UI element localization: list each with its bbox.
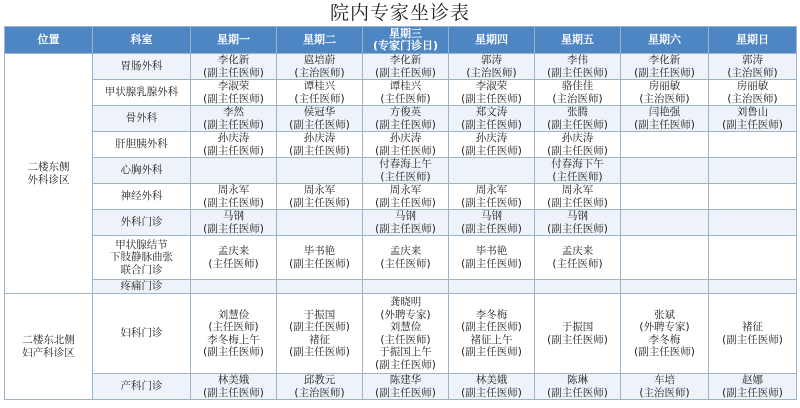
doctor-name: 陈建华 — [389, 374, 422, 386]
doctor-title: (副主任医师) — [203, 118, 264, 131]
schedule-cell — [449, 106, 535, 132]
schedule-cell — [535, 106, 621, 132]
schedule-cell — [621, 210, 709, 236]
doctor-title: (副主任医师) — [375, 144, 436, 157]
schedule-cell — [277, 54, 363, 80]
doctor-name: 周永军 — [475, 184, 508, 196]
department-label: 疼痛门诊 — [120, 280, 163, 293]
schedule-cell — [621, 236, 709, 280]
doctor-title: (副主任医师) — [461, 346, 522, 358]
doctor-title: (副主任医师) — [203, 386, 264, 399]
schedule-cell — [535, 210, 621, 236]
doctor-name: 孟庆来 — [217, 245, 250, 257]
table-row — [5, 280, 797, 294]
doctor-name: 孙庆涛 — [217, 132, 250, 144]
schedule-cell — [277, 132, 363, 158]
schedule-cell — [191, 374, 277, 400]
doctor-name: 房丽敏 — [648, 80, 681, 92]
doctor-name: 李淑荣 — [475, 80, 508, 92]
schedule-cell — [191, 54, 277, 80]
doctor-name: 骆佳佳 — [561, 80, 594, 92]
doctor-title: (主治医师) — [552, 92, 603, 105]
schedule-cell — [449, 54, 535, 80]
department-cell — [93, 210, 191, 236]
doctor-title: (副主任医师) — [203, 346, 264, 358]
doctor-name: 孙庆涛 — [389, 132, 422, 144]
department-label: 甲状腺乳腺外科 — [104, 86, 179, 99]
doctor-name: 刘鲁山 — [736, 106, 769, 118]
schedule-cell — [277, 158, 363, 184]
department-label: 联合门诊 — [120, 263, 163, 276]
doctor-title: (副主任医师) — [461, 92, 522, 105]
schedule-cell — [709, 54, 797, 80]
table-row — [5, 294, 797, 374]
doctor-title: (副主任医师) — [289, 144, 350, 157]
schedule-cell — [621, 374, 709, 400]
doctor-name: 于振国 — [303, 308, 336, 321]
doctor-name: 付春海上午 — [379, 158, 432, 170]
schedule-cell — [535, 184, 621, 210]
doctor-name: 龚晓明 — [389, 296, 422, 308]
schedule-cell — [449, 80, 535, 106]
schedule-cell — [449, 374, 535, 400]
doctor-title: (副主任医师) — [375, 66, 436, 79]
doctor-name: 张斌 — [654, 308, 675, 321]
doctor-title: (副主任医师) — [634, 66, 695, 79]
doctor-title: (主任医师) — [552, 257, 603, 270]
schedule-cell — [277, 280, 363, 294]
schedule-cell — [363, 54, 449, 80]
schedule-cell — [621, 294, 709, 374]
doctor-title: (副主任医师) — [289, 196, 350, 209]
doctor-title: (副主任医师) — [289, 346, 350, 358]
doctor-title: (副主任医师) — [203, 144, 264, 157]
doctor-title: (副主任医师) — [461, 144, 522, 157]
doctor-title: (主治医师) — [466, 66, 517, 79]
table-row — [5, 158, 797, 184]
doctor-title: (副主任医师) — [461, 196, 522, 209]
schedule-cell — [191, 80, 277, 106]
doctor-name: 孙庆涛 — [303, 132, 336, 144]
schedule-cell — [191, 184, 277, 210]
header-saturday: 星期六 — [621, 27, 709, 54]
doctor-title: (主任医师) — [552, 170, 603, 183]
doctor-name: 赵娜 — [742, 374, 763, 386]
doctor-title: (副主任医师) — [547, 66, 608, 79]
schedule-cell — [709, 184, 797, 210]
doctor-name: 刘慧俭 — [217, 308, 250, 321]
schedule-cell — [709, 280, 797, 294]
doctor-title: (主治医师) — [294, 386, 345, 399]
doctor-title: (主治医师) — [639, 92, 690, 105]
doctor-name: 谭桂兴 — [389, 80, 422, 92]
doctor-title: (外聘专家) — [639, 321, 690, 333]
doctor-title: (副主任医师) — [375, 196, 436, 209]
doctor-title: (主治医师) — [294, 66, 345, 79]
schedule-cell — [191, 280, 277, 294]
schedule-cell — [621, 80, 709, 106]
doctor-title: (副主任医师) — [203, 66, 264, 79]
location-line: 外科诊区 — [27, 173, 70, 186]
schedule-cell — [709, 80, 797, 106]
doctor-name: 侯冠华 — [303, 106, 336, 118]
table-row — [5, 80, 797, 106]
header-department: 科室 — [93, 27, 191, 54]
schedule-cell — [449, 294, 535, 374]
doctor-title: (主任医师) — [380, 170, 431, 183]
location-cell — [5, 294, 93, 400]
table-row — [5, 54, 797, 80]
doctor-title: (副主任医师) — [634, 118, 695, 131]
schedule-cell — [191, 106, 277, 132]
doctor-name: 陈琳 — [567, 374, 588, 386]
doctor-name: 周永军 — [389, 184, 422, 196]
doctor-name: 孙庆涛 — [475, 132, 508, 144]
table-row — [5, 210, 797, 236]
schedule-cell — [535, 54, 621, 80]
doctor-title: (副主任医师) — [203, 196, 264, 209]
department-label: 神经外科 — [120, 190, 163, 203]
schedule-cell — [363, 280, 449, 294]
schedule-cell — [535, 236, 621, 280]
doctor-name: 李化新 — [217, 54, 250, 66]
schedule-cell — [535, 280, 621, 294]
doctor-name: 扈培蔚 — [303, 54, 336, 66]
schedule-cell — [621, 158, 709, 184]
doctor-title: (主任医师) — [208, 257, 259, 270]
schedule-cell — [363, 236, 449, 280]
doctor-name: 郑文涛 — [475, 106, 508, 118]
schedule-cell — [363, 374, 449, 400]
doctor-name: 李冬梅 — [648, 333, 681, 346]
schedule-cell — [709, 158, 797, 184]
doctor-name: 于振国上午 — [379, 346, 432, 358]
doctor-title: (副主任医师) — [203, 222, 264, 235]
doctor-name: 毕书艳 — [475, 245, 508, 257]
doctor-name: 邱教元 — [303, 374, 336, 386]
doctor-name: 刘慧俭 — [389, 321, 422, 333]
doctor-title: (副主任医师) — [461, 386, 522, 399]
doctor-title: (主任医师) — [380, 257, 431, 270]
schedule-cell — [363, 106, 449, 132]
doctor-title: (副主任医师) — [375, 222, 436, 235]
doctor-name: 于振国 — [561, 321, 594, 333]
schedule-cell — [535, 374, 621, 400]
doctor-title: (主治医师) — [639, 386, 690, 399]
schedule-cell — [449, 184, 535, 210]
doctor-title: (副主任医师) — [722, 118, 783, 131]
doctor-name: 房丽敏 — [736, 80, 769, 92]
doctor-title: (副主任医师) — [461, 257, 522, 270]
schedule-cell — [191, 210, 277, 236]
doctor-name: 李冬梅 — [475, 308, 508, 321]
header-thursday: 星期四 — [449, 27, 535, 54]
doctor-name: 付春海下午 — [551, 158, 604, 170]
location-line: 二楼东侧 — [27, 161, 70, 173]
doctor-title: (副主任医师) — [375, 386, 436, 399]
schedule-cell — [191, 132, 277, 158]
doctor-name: 林美娥 — [475, 374, 508, 386]
schedule-cell — [363, 158, 449, 184]
header-wednesday-note: (专家门诊日) — [372, 39, 439, 52]
schedule-cell — [277, 80, 363, 106]
doctor-title: (副主任医师) — [722, 386, 783, 399]
doctor-name: 马钢 — [481, 210, 502, 222]
schedule-table — [4, 26, 797, 400]
department-label: 妇科门诊 — [120, 327, 163, 340]
header-sunday: 星期日 — [709, 27, 797, 54]
schedule-cell — [709, 374, 797, 400]
header-friday: 星期五 — [535, 27, 621, 54]
header-monday: 星期一 — [191, 27, 277, 54]
doctor-title: (副主任医师) — [289, 257, 350, 270]
doctor-name: 孟庆来 — [389, 245, 422, 257]
schedule-cell — [621, 184, 709, 210]
department-label: 外科门诊 — [120, 216, 163, 229]
doctor-name: 李化新 — [648, 54, 681, 66]
department-label: 下肢静脉曲张 — [110, 251, 173, 264]
header-tuesday: 星期二 — [277, 27, 363, 54]
department-label: 产科门诊 — [120, 380, 163, 393]
doctor-title: (副主任医师) — [722, 333, 783, 346]
doctor-name: 褚征上午 — [470, 333, 513, 346]
schedule-cell — [363, 80, 449, 106]
doctor-name: 李然 — [223, 106, 244, 118]
department-label: 肝胆胰外科 — [115, 138, 168, 151]
department-cell — [93, 106, 191, 132]
doctor-title: (主任医师) — [380, 92, 431, 105]
doctor-name: 马钢 — [223, 210, 244, 222]
doctor-name: 李化新 — [389, 54, 422, 66]
schedule-cell — [363, 294, 449, 374]
department-cell — [93, 184, 191, 210]
doctor-title: (副主任医师) — [289, 321, 350, 333]
location-line: 二楼东北侧 — [22, 334, 75, 346]
schedule-cell — [449, 132, 535, 158]
schedule-cell — [621, 54, 709, 80]
doctor-name: 周永军 — [217, 184, 250, 196]
department-label: 心胸外科 — [120, 164, 163, 177]
doctor-title: (副主任医师) — [461, 321, 522, 333]
schedule-cell — [535, 158, 621, 184]
department-label: 胃肠外科 — [120, 60, 163, 73]
schedule-cell — [363, 132, 449, 158]
doctor-title: (副主任医师) — [289, 118, 350, 131]
doctor-name: 毕书艳 — [303, 245, 336, 257]
doctor-name: 马钢 — [395, 210, 416, 222]
header-wednesday — [363, 27, 449, 54]
doctor-title: (副主任医师) — [547, 118, 608, 131]
schedule-cell — [449, 210, 535, 236]
doctor-name: 车培 — [654, 374, 675, 386]
doctor-title: (副主任医师) — [547, 386, 608, 399]
doctor-name: 周永军 — [561, 184, 594, 196]
table-row — [5, 106, 797, 132]
doctor-name: 谭桂兴 — [303, 80, 336, 92]
doctor-title: (主任医师) — [294, 92, 345, 105]
doctor-title: (副主任医师) — [461, 222, 522, 235]
header-location: 位置 — [5, 27, 93, 54]
header-wednesday-label: 星期三 — [389, 26, 422, 40]
schedule-cell — [191, 294, 277, 374]
department-cell — [93, 280, 191, 294]
schedule-cell — [535, 132, 621, 158]
department-label: 甲状腺结节 — [115, 238, 168, 251]
doctor-name: 方俊英 — [389, 106, 422, 118]
doctor-name: 褚征 — [309, 333, 330, 346]
schedule-cell — [709, 236, 797, 280]
department-cell — [93, 54, 191, 80]
schedule-cell — [191, 158, 277, 184]
schedule-cell — [449, 280, 535, 294]
doctor-title: (主任医师) — [208, 321, 259, 333]
doctor-title: (外聘专家) — [380, 308, 431, 321]
table-row — [5, 132, 797, 158]
doctor-title: (副主任医师) — [634, 346, 695, 358]
doctor-title: (主任医师) — [380, 333, 431, 346]
doctor-name: 郭涛 — [742, 54, 763, 66]
department-cell — [93, 374, 191, 400]
schedule-cell — [709, 294, 797, 374]
schedule-cell — [621, 132, 709, 158]
table-row — [5, 184, 797, 210]
department-cell — [93, 80, 191, 106]
department-cell — [93, 236, 191, 280]
doctor-name: 李冬梅上午 — [207, 333, 260, 346]
schedule-cell — [449, 236, 535, 280]
department-cell — [93, 294, 191, 374]
doctor-title: (副主任医师) — [547, 333, 608, 346]
doctor-name: 林美娥 — [217, 374, 250, 386]
header-row — [5, 27, 797, 54]
table-row — [5, 236, 797, 280]
doctor-title: (副主任医师) — [547, 222, 608, 235]
doctor-title: (主治医师) — [727, 92, 778, 105]
doctor-name: 张腾 — [567, 106, 588, 118]
schedule-cell — [621, 280, 709, 294]
schedule-cell — [535, 80, 621, 106]
doctor-name: 李伟 — [567, 54, 588, 66]
schedule-cell — [363, 210, 449, 236]
doctor-name: 郭涛 — [481, 54, 502, 66]
doctor-name: 李淑荣 — [217, 80, 250, 92]
doctor-name: 褚征 — [742, 321, 763, 333]
schedule-cell — [277, 236, 363, 280]
schedule-cell — [277, 294, 363, 374]
schedule-cell — [449, 158, 535, 184]
schedule-cell — [277, 374, 363, 400]
page-title: 院内专家坐诊表 — [329, 2, 470, 24]
doctor-title: (副主任医师) — [375, 118, 436, 131]
schedule-cell — [277, 106, 363, 132]
schedule-cell — [277, 184, 363, 210]
doctor-title: (副主任医师) — [547, 196, 608, 209]
doctor-name: 周永军 — [303, 184, 336, 196]
doctor-name: 马钢 — [567, 210, 588, 222]
schedule-cell — [191, 236, 277, 280]
doctor-title: (主治医师) — [727, 66, 778, 79]
department-cell — [93, 132, 191, 158]
doctor-name: 孟庆来 — [561, 245, 594, 257]
schedule-cell — [363, 184, 449, 210]
doctor-title: (副主任医师) — [203, 92, 264, 105]
doctor-title: (副主任医师) — [547, 144, 608, 157]
doctor-title: (副主任医师) — [375, 358, 436, 371]
doctor-name: 孙庆涛 — [561, 132, 594, 144]
doctor-title: (副主任医师) — [461, 118, 522, 131]
location-line: 妇产科诊区 — [22, 346, 75, 359]
schedule-cell — [277, 210, 363, 236]
schedule-cell — [709, 132, 797, 158]
table-row — [5, 374, 797, 400]
department-cell — [93, 158, 191, 184]
doctor-name: 闫艳强 — [648, 106, 681, 118]
schedule-cell — [709, 106, 797, 132]
schedule-cell — [621, 106, 709, 132]
schedule-cell — [709, 210, 797, 236]
schedule-cell — [535, 294, 621, 374]
department-label: 骨外科 — [125, 112, 158, 125]
location-cell — [5, 54, 93, 294]
